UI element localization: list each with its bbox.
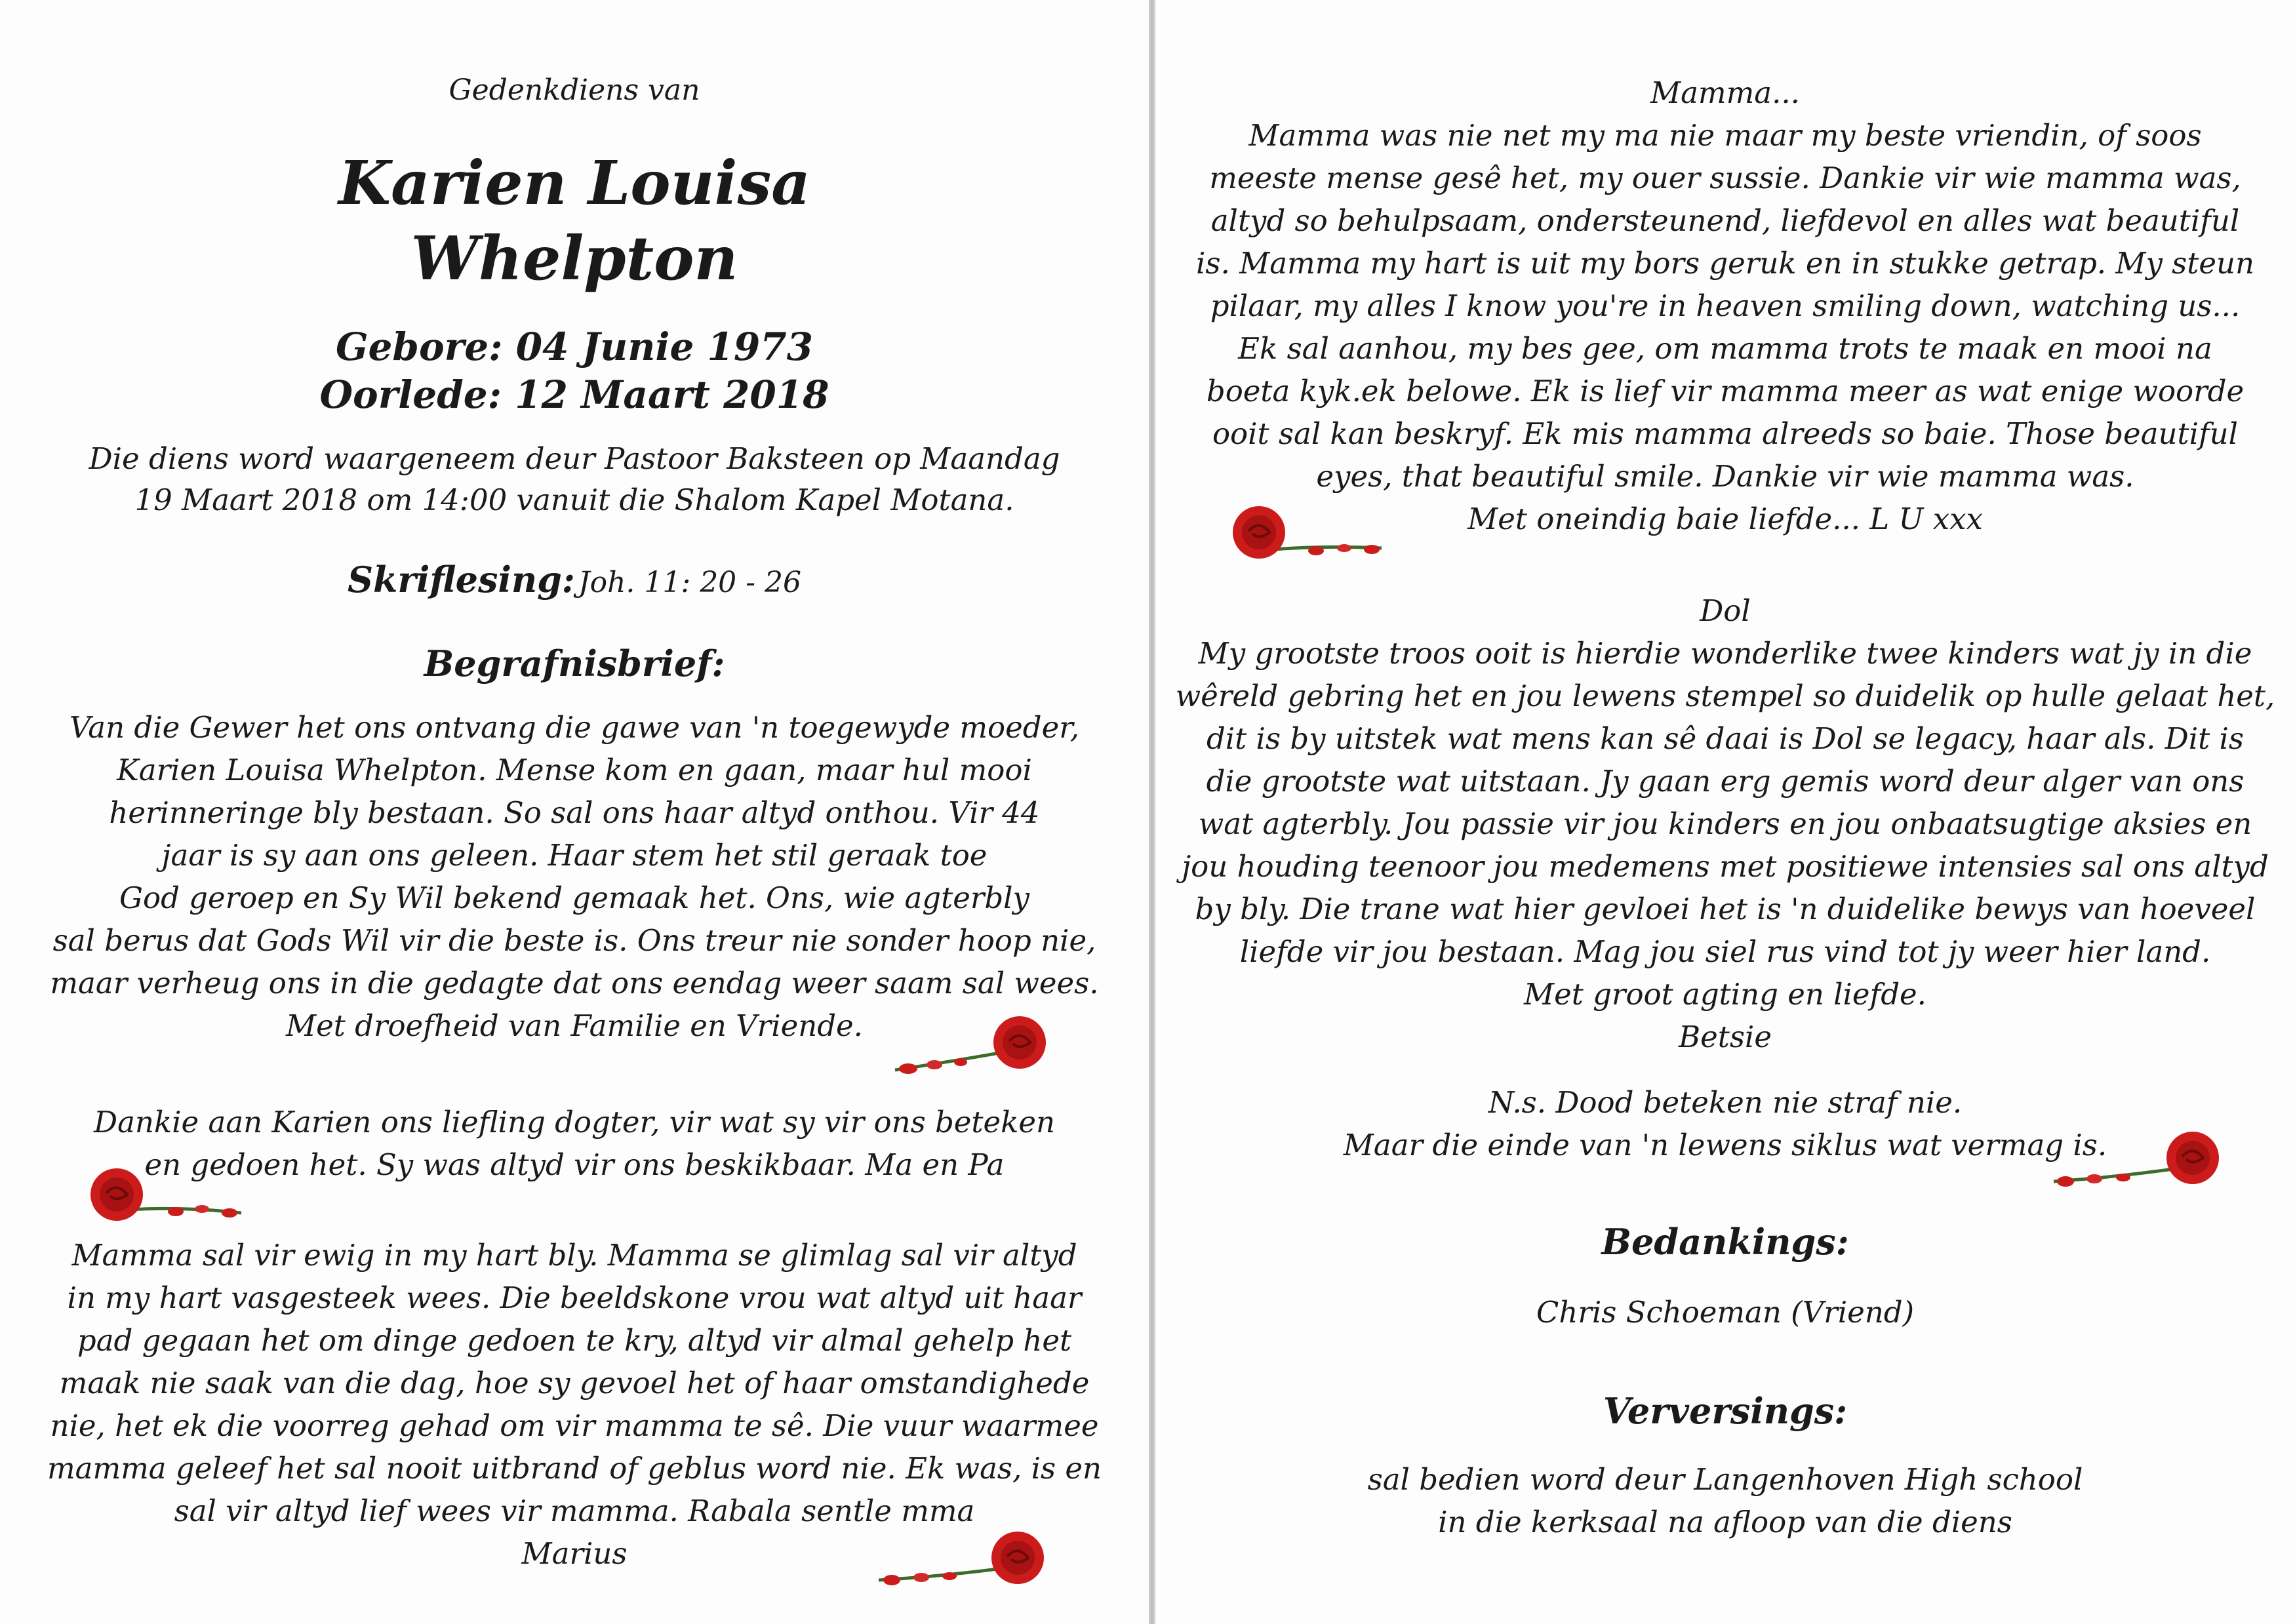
- letter-line: God geroep en Sy Wil bekend gemaak het. Ons, wie agterbly: [119, 881, 1029, 915]
- deceased-first-names: Karien Louisa: [338, 148, 810, 218]
- letter-line: jaar is sy aan ons geleen. Haar stem het stil geraak toe: [161, 838, 988, 873]
- death-date: Oorlede: 12 Maart 2018: [319, 372, 829, 417]
- mamma-message-line: Mamma...: [1650, 75, 1800, 110]
- dol-message-line: jou houding teenoor jou medemens met positiewe intensies sal ons altyd: [1182, 849, 2269, 884]
- marius-message-line: maak nie saak van die dag, hoe sy gevoel het of haar omstandighede: [59, 1366, 1090, 1400]
- marius-message-line: Marius: [521, 1536, 628, 1571]
- thanks-heading: Bedankings:: [1601, 1221, 1849, 1263]
- intro-text: Gedenkdiens van: [449, 73, 700, 107]
- mamma-message-line: is. Mamma my hart is uit my bors geruk en in stukke getrap. My steun: [1196, 246, 2254, 281]
- rose-icon: [84, 1160, 248, 1233]
- mamma-message-line: Ek sal aanhou, my bes gee, om mamma trots te maak en mooi na: [1238, 331, 2212, 366]
- mamma-message-line: altyd so behulpsaam, ondersteunend, liefdevol en alles wat beautiful: [1210, 203, 2240, 238]
- letter-line: Van die Gewer het ons ontvang die gawe van 'n toegewyde moeder,: [69, 710, 1080, 745]
- scripture-label: Skriflesing:: [347, 559, 575, 601]
- mamma-message-line: meeste mense gesê het, my ouer sussie. Dankie vir wie mamma was,: [1209, 161, 2241, 195]
- marius-message-line: in my hart vasgesteek wees. Die beeldskone vrou wat altyd uit haar: [67, 1280, 1082, 1315]
- letter-line: maar verheug ons in die gedagte dat ons eendag weer saam sal wees.: [50, 966, 1099, 1000]
- marius-message-line: sal vir altyd lief wees vir mamma. Rabala sentle mma: [174, 1494, 975, 1528]
- ps-line: N.s. Dood beteken nie straf nie.: [1488, 1085, 1963, 1120]
- page-fold: [1149, 0, 1155, 1624]
- mamma-message-line: eyes, that beautiful smile. Dankie vir wie mamma was.: [1316, 459, 2134, 494]
- scripture-reading: [0, 559, 1149, 601]
- refreshments-line: in die kerksaal na afloop van die diens: [1438, 1505, 2012, 1539]
- marius-message-line: mamma geleef het sal nooit uitbrand of geblus word nie. Ek was, is en: [47, 1451, 1102, 1486]
- dol-message-line: wêreld gebring het en jou lewens stempel so duidelik op hulle gelaat het,: [1175, 679, 2275, 713]
- rose-icon: [872, 1528, 1049, 1600]
- right-page: [1155, 0, 2295, 1624]
- thanks-value: Chris Schoeman (Vriend): [1536, 1295, 1915, 1330]
- dol-message-line: wat agterbly. Jou passie vir jou kinders en jou onbaatsugtige aksies en: [1198, 806, 2252, 841]
- letter-line: sal berus dat Gods Wil vir die beste is. Ons treur nie sonder hoop nie,: [52, 923, 1096, 958]
- dol-message-line: die grootste wat uitstaan. Jy gaan erg gemis word deur alger van ons: [1206, 764, 2245, 799]
- scripture-value: Joh. 11: 20 - 26: [578, 566, 802, 599]
- ps-line: Maar die einde van 'n lewens siklus wat vermag is.: [1343, 1128, 2107, 1162]
- letter-line: Karien Louisa Whelpton. Mense kom en gaan, maar hul mooi: [117, 753, 1032, 787]
- refreshments-line: sal bedien word deur Langenhoven High school: [1367, 1462, 2083, 1497]
- dol-message-line: liefde vir jou bestaan. Mag jou siel rus vind tot jy weer hier land.: [1239, 934, 2211, 969]
- rose-icon: [2047, 1128, 2224, 1200]
- dol-message-line: Betsie: [1679, 1020, 1772, 1054]
- letter-line: Met droefheid van Familie en Vriende.: [286, 1008, 863, 1043]
- rose-icon: [1227, 498, 1391, 570]
- marius-message-line: Mamma sal vir ewig in my hart bly. Mamma se glimlag sal vir altyd: [71, 1238, 1077, 1273]
- service-line: 19 Maart 2018 om 14:00 vanuit die Shalom Kapel Motana.: [134, 483, 1014, 517]
- marius-message-line: nie, het ek die voorreg gehad om vir mamma te sê. Die vuur waarmee: [50, 1408, 1099, 1443]
- letter-line: herinneringe bly bestaan. So sal ons haar altyd onthou. Vir 44: [109, 795, 1040, 830]
- refreshments-heading: Verversings:: [1603, 1390, 1848, 1432]
- dol-message-line: Dol: [1700, 593, 1751, 628]
- burial-letter-heading: Begrafnisbrief:: [424, 643, 725, 684]
- marius-message-line: pad gegaan het om dinge gedoen te kry, altyd vir almal gehelp het: [77, 1323, 1072, 1358]
- mamma-message-line: ooit sal kan beskryf. Ek mis mamma alreeds so baie. Those beautiful: [1212, 416, 2239, 451]
- deceased-surname: Whelpton: [410, 223, 738, 294]
- mamma-message-line: pilaar, my alles I know you're in heaven smiling down, watching us...: [1210, 288, 2241, 323]
- mamma-message-line: boeta kyk.ek belowe. Ek is lief vir mamma meer as wat enige woorde: [1206, 374, 2245, 408]
- rose-icon: [888, 1010, 1052, 1082]
- dol-message-line: Met groot agting en liefde.: [1524, 977, 1926, 1012]
- mamma-message-line: Mamma was nie net my ma nie maar my beste vriendin, of soos: [1248, 118, 2202, 153]
- dol-message-line: My grootste troos ooit is hierdie wonderlike twee kinders wat jy in die: [1198, 636, 2252, 671]
- dol-message-line: by bly. Die trane wat hier gevloei het is 'n duidelike bewys van hoeveel: [1195, 892, 2256, 926]
- parents-message-line: en gedoen het. Sy was altyd vir ons beskikbaar. Ma en Pa: [144, 1147, 1005, 1182]
- birth-date: Gebore: 04 Junie 1973: [336, 325, 813, 369]
- mamma-message-line: Met oneindig baie liefde... L U xxx: [1467, 502, 1983, 536]
- dol-message-line: dit is by uitstek wat mens kan sê daai is Dol se legacy, haar als. Dit is: [1206, 721, 2245, 756]
- parents-message-line: Dankie aan Karien ons liefling dogter, vir wat sy vir ons beteken: [94, 1105, 1055, 1139]
- service-line: Die diens word waargeneem deur Pastoor Baksteen op Maandag: [89, 441, 1060, 476]
